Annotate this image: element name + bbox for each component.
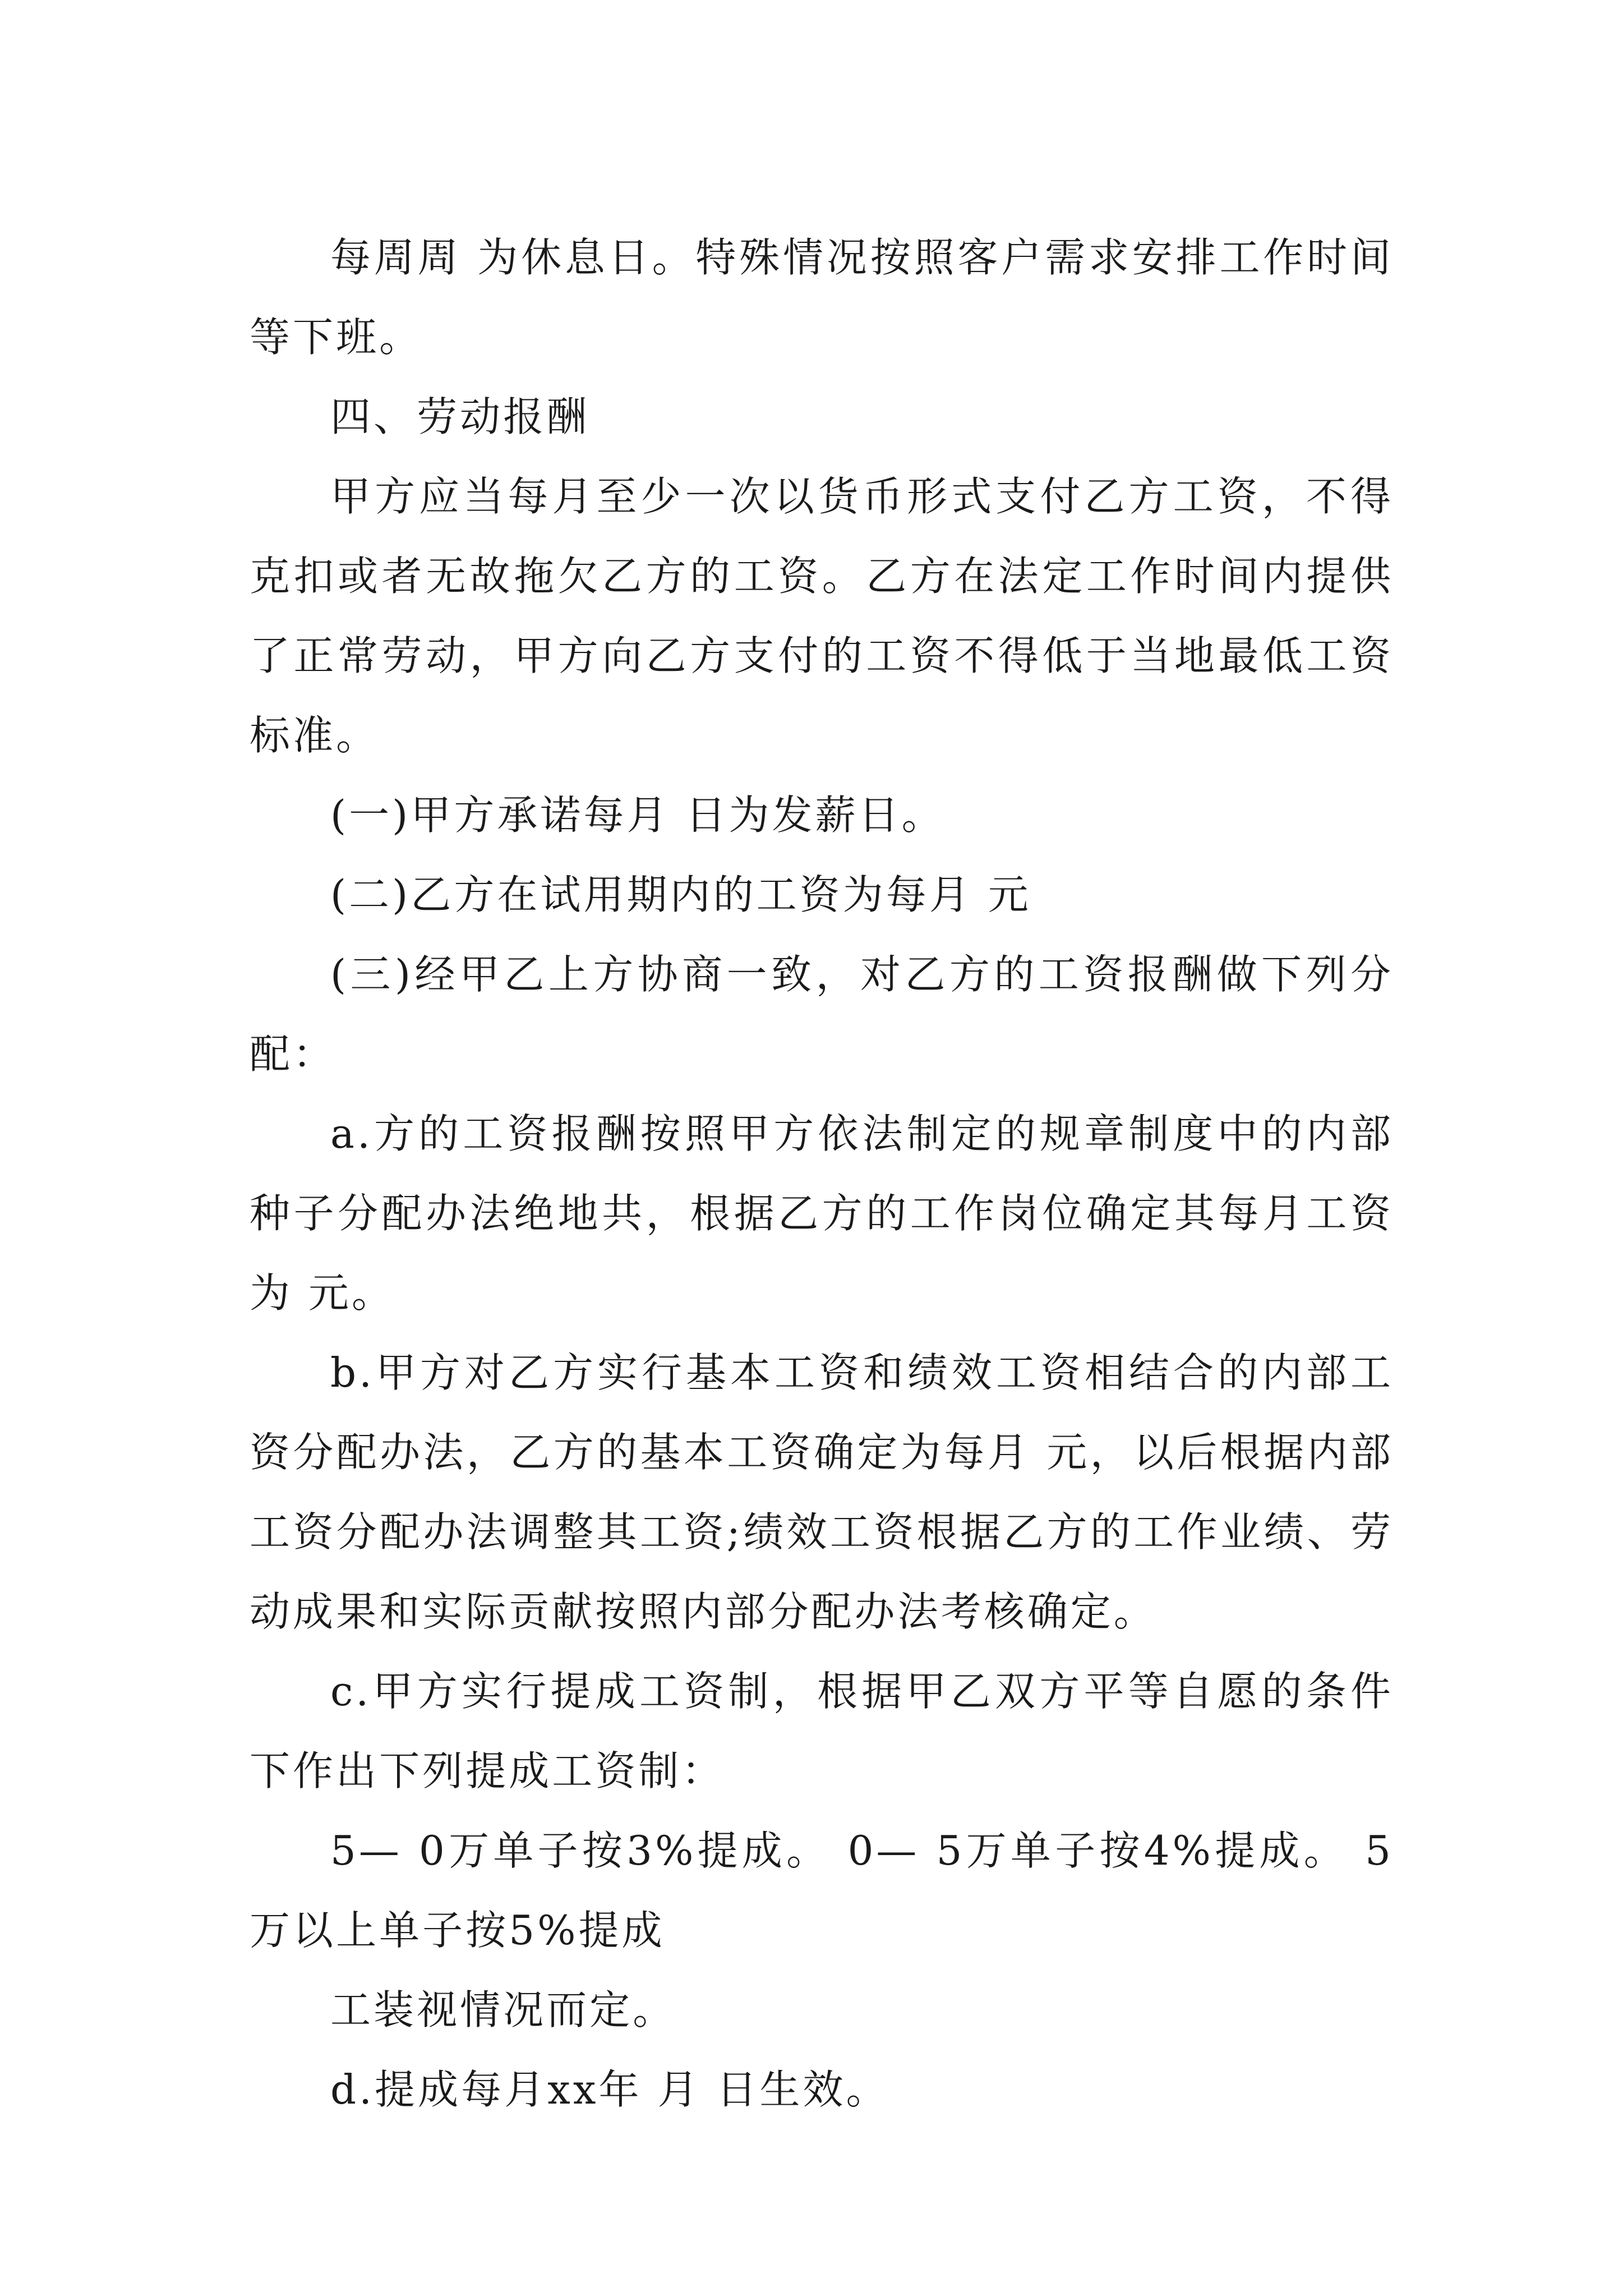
paragraph-wage-distribution: (三)经甲乙上方协商一致，对乙方的工资报酬做下列分配： — [250, 951, 1394, 1078]
paragraph-item-d: d.提成每月xx年 月 日生效。 — [330, 2066, 889, 2113]
paragraph-wage-payment: 甲方应当每月至少一次以货币形式支付乙方工资，不得克扣或者无故拖欠乙方的工资。乙方在法定工作时间内提供了正常劳动，甲方向乙方支付的工资不得低于当地最低工资标准。 — [250, 473, 1394, 759]
document-body — [250, 218, 1394, 2129]
section-heading-labor-remuneration: 四、劳动报酬 — [330, 393, 590, 440]
paragraph-item-b: b.甲方对乙方实行基本工资和绩效工资相结合的内部工资分配办法，乙方的基本工资确定为每月 元，以后根据内部工资分配办法调整其工资;绩效工资根据乙方的工作业绩、劳动成果和实际贡献按照内部分配办法考核确定。 — [250, 1349, 1394, 1635]
paragraph-payday: (一)甲方承诺每月 日为发薪日。 — [330, 792, 945, 839]
paragraph-item-c: c.甲方实行提成工资制，根据甲乙双方平等自愿的条件下作出下列提成工资制： — [250, 1668, 1394, 1795]
paragraph-probation-wage: (二)乙方在试用期内的工资为每月 元 — [330, 871, 1031, 918]
paragraph-item-a: a.方的工资报酬按照甲方依法制定的规章制度中的内部种子分配办法绝地共，根据乙方的工作岗位确定其每月工资为 元。 — [250, 1110, 1394, 1317]
paragraph-commission-rates: 5— 0万单子按3%提成。 0— 5万单子按4%提成。 5万以上单子按5%提成 — [250, 1827, 1394, 1954]
paragraph-rest-days: 每周周 为休息日。特殊情况按照客户需求安排工作时间等下班。 — [250, 234, 1394, 361]
paragraph-uniform: 工装视情况而定。 — [330, 1986, 676, 2033]
